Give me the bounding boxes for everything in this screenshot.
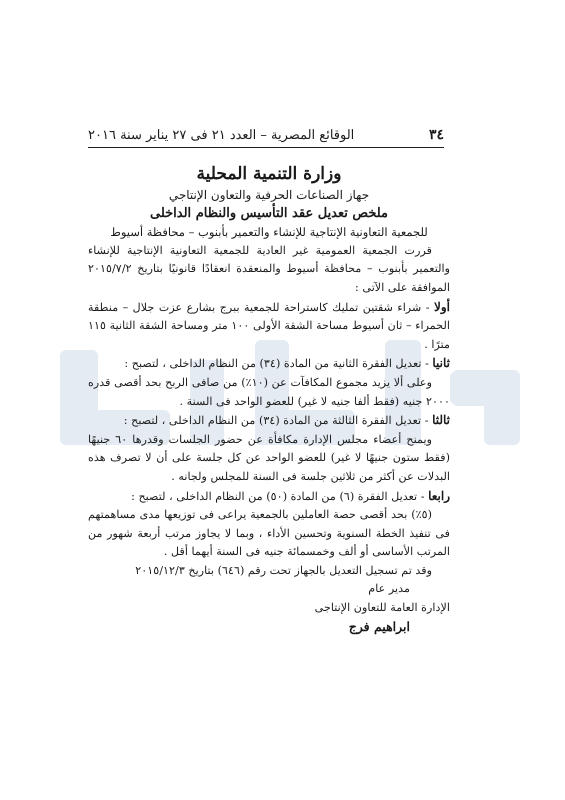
- item-4-lead: رابعا: [428, 488, 450, 503]
- registration-note: وقد تم تسجيل التعديل بالجهاز تحت رقم (٦٤٦) بتاريخ ٢٠١٥/١٢/٣: [135, 563, 432, 577]
- intro-paragraph: قررت الجمعية العمومية غير العادية للجمعية التعاونية الإنتاجية للإنشاء والتعمير بأبنوب – محافظة أسيوط والمنعقدة انعقادًا قانونيًا بتاريخ ٢٠١٥/٧/٢ الموافقة على الآتى :: [88, 243, 450, 294]
- item-4-body: (٥٪) بحد أقصى حصة العاملين بالجمعية يراعى فى توزيعها مدى مساهمتهم فى تنفيذ الخطة السنوية وتحسين الأداء ، وبما لا يجاوز مرتب أربعة شهور من المرتب الأساسى أو ألف وخمسمائة جنيه فى السنة أيهما أقل .: [88, 508, 450, 559]
- signature-department: الإدارة العامة للتعاون الإنتاجى: [314, 601, 450, 615]
- item-1-text: - شراء شقتين تمليك كاستراحة للجمعية ببرج بشارع عزت جلال – منطقة الحمراء – ثان أسيوط مساحة الشقة الأولى ١٠٠ متر ومساحة الشقة الثانية ١١٥ مترًا .: [88, 300, 450, 351]
- item-3-text: - تعديل الفقرة الثالثة من المادة (٣٤) من النظام الداخلى ، لتصبح :: [123, 414, 433, 428]
- item-3: [88, 411, 450, 431]
- item-3-body: ويمنح أعضاء مجلس الإدارة مكافأة عن حضور الجلسات وقدرها ٦٠ جنيهًا (فقط ستون جنيهًا لا غير) للعضو الواحد عن كل جلسة على أن لا تصرف هذه البدلات عن أكثر من ثلاثين جلسة فى السنة للمجلس ولجانه .: [88, 432, 450, 483]
- item-1: [88, 298, 450, 355]
- item-2-lead: ثانيا: [432, 356, 450, 371]
- item-2: [88, 354, 450, 374]
- item-2-body: وعلى ألا يزيد مجموع المكافآت عن (١٠٪) من صافى الربح بحد أقصى قدره ٢٠٠٠ جنيه (فقط ألفا جنيه لا غير) للعضو الواحد فى السنة .: [88, 375, 450, 408]
- summary-title: ملخص تعديل عقد التأسيس والنظام الداخلى: [149, 205, 389, 221]
- item-4-text: - تعديل الفقرة (٦) من المادة (٥٠) من النظام الداخلى ، لتصبح :: [131, 489, 429, 503]
- item-4: [88, 487, 450, 507]
- page-header: [88, 127, 444, 148]
- gazette-title: الوقائع المصرية – العدد ٢١ فى ٢٧ يناير سنة ٢٠١٦: [88, 128, 355, 143]
- authority-name: جهاز الصناعات الحرفية والتعاون الإنتاجي: [168, 188, 370, 202]
- page-number: ٣٤: [428, 127, 444, 143]
- item-3-lead: ثالثا: [432, 413, 450, 428]
- ministry-title: وزارة التنمية المحلية: [196, 164, 342, 184]
- document-body: [88, 162, 450, 636]
- item-2-text: - تعديل الفقرة الثانية من المادة (٣٤) من النظام الداخلى ، لتصبح :: [124, 357, 433, 371]
- society-line: للجمعية التعاونية الإنتاجية للإنشاء والتعمير بأبنوب – محافظة أسيوط: [110, 225, 428, 240]
- item-1-lead: أولا: [434, 299, 450, 314]
- signature-role: مدير عام: [368, 582, 410, 596]
- signature-name: ابراهيم فرج: [348, 618, 410, 634]
